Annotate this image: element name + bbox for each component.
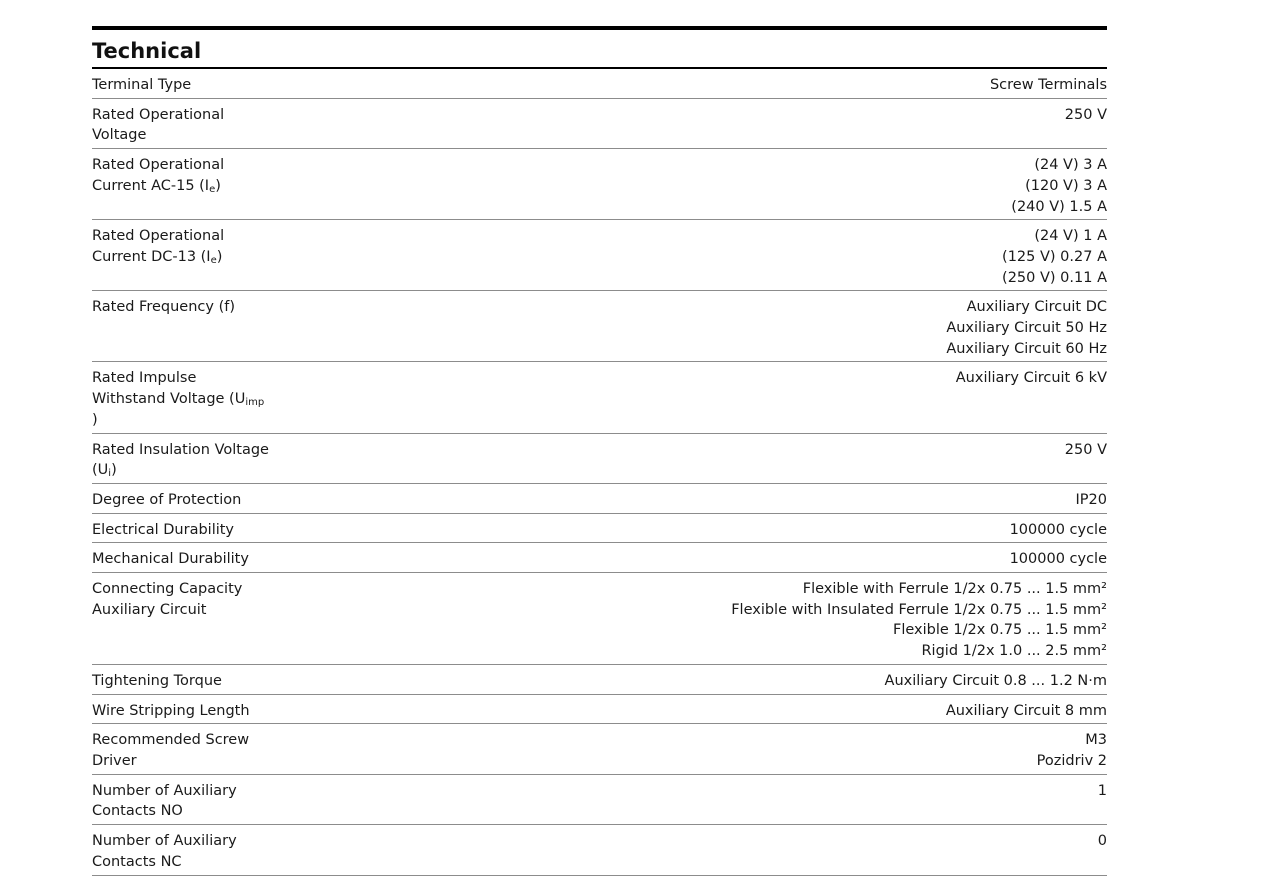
spec-value: IP20 (1075, 491, 1107, 508)
spec-value: Flexible 1/2x 0.75 ... 1.5 mm² (893, 622, 1107, 639)
spec-values (297, 520, 1107, 541)
spec-value: Auxiliary Circuit 6 kV (955, 370, 1107, 387)
spec-value: (250 V) 0.11 A (1002, 269, 1107, 286)
spec-values (297, 549, 1107, 570)
spec-value: Flexible with Insulated Ferrule 1/2x 0.75 ... 1.5 mm² (731, 601, 1107, 618)
spec-row-aux-contacts-nc (92, 825, 1107, 875)
spec-value: Flexible with Ferrule 1/2x 0.75 ... 1.5 mm² (802, 581, 1107, 598)
spec-label: Tightening Torque (92, 672, 222, 689)
spec-label: Recommended Screw Driver (92, 732, 250, 769)
spec-values (297, 781, 1107, 822)
spec-label: Rated Insulation Voltage $(U_i)$ (92, 441, 269, 480)
spec-row-aux-contacts-no (92, 775, 1107, 825)
spec-value: (120 V) 3 A (1025, 177, 1107, 194)
spec-values (297, 579, 1107, 662)
spec-value: M3 (1085, 732, 1107, 749)
spec-value: 250 V (1064, 106, 1107, 123)
section-title: Technical (92, 39, 202, 63)
spec-label: Rated Impulse Withstand Voltage ($U_{imp}$ ) (92, 370, 265, 428)
spec-label: Rated Frequency (f) (92, 299, 235, 316)
spec-values (297, 226, 1107, 288)
spec-label: Number of Auxiliary Contacts NC (92, 833, 237, 870)
spec-values (297, 831, 1107, 872)
spec-row-connecting-capacity (92, 573, 1107, 665)
spec-value: Screw Terminals (989, 77, 1107, 93)
spec-row-recommended-screw-driver (92, 724, 1107, 774)
spec-value: Auxiliary Circuit DC (966, 299, 1107, 316)
spec-value: 1 (1097, 782, 1107, 799)
spec-values (297, 440, 1107, 481)
spec-row-rated-operational-current-ac15 (92, 149, 1107, 220)
spec-row-rated-frequency (92, 291, 1107, 362)
spec-value: (125 V) 0.27 A (1002, 248, 1107, 265)
spec-value: Auxiliary Circuit 8 mm (945, 702, 1107, 719)
spec-value: Auxiliary Circuit 0.8 ... 1.2 N·m (884, 672, 1107, 689)
spec-label: Degree of Protection (92, 491, 242, 508)
spec-value: Auxiliary Circuit 60 Hz (946, 340, 1107, 357)
spec-value: Rigid 1/2x 1.0 ... 2.5 mm² (921, 643, 1107, 660)
spec-label: Rated Operational Voltage (92, 106, 225, 144)
spec-values (297, 105, 1107, 146)
spec-value: 100000 cycle (1009, 521, 1107, 538)
spec-row-wire-stripping-length (92, 695, 1107, 725)
spec-label: Electrical Durability (92, 521, 235, 538)
spec-values (297, 701, 1107, 722)
spec-values (297, 490, 1107, 511)
spec-values (297, 155, 1107, 217)
spec-label: Terminal Type (92, 77, 192, 93)
spec-label: Wire Stripping Length (92, 702, 250, 719)
spec-row-rated-operational-voltage (92, 99, 1107, 149)
spec-row-rated-insulation-voltage (92, 434, 1107, 484)
spec-label: Number of Auxiliary Contacts NO (92, 782, 237, 820)
spec-label: Rated Operational Current AC-15 $(I_e)$ (92, 157, 225, 195)
spec-value: Auxiliary Circuit 50 Hz (946, 320, 1107, 337)
spec-row-electrical-durability (92, 514, 1107, 544)
spec-value: (24 V) 3 A (1034, 157, 1107, 174)
spec-row-rated-operational-current-dc13 (92, 220, 1107, 291)
spec-value: 100000 cycle (1009, 551, 1107, 568)
spec-row-degree-of-protection (92, 484, 1107, 514)
spec-label: Rated Operational Current DC-13 $(I_e)$ (92, 228, 225, 266)
spec-values (297, 75, 1107, 96)
spec-label: Connecting Capacity Auxiliary Circuit (92, 581, 243, 618)
spec-value: Pozidriv 2 (1036, 752, 1107, 769)
spec-values (297, 730, 1107, 771)
spec-values (297, 671, 1107, 692)
spec-value: (240 V) 1.5 A (1011, 198, 1107, 215)
spec-value: 250 V (1064, 441, 1107, 458)
spec-values (297, 368, 1107, 430)
spec-row-mechanical-durability (92, 543, 1107, 573)
spec-row-terminal-type (92, 69, 1107, 99)
technical-spec-sheet (92, 26, 1107, 876)
spec-values (297, 297, 1107, 359)
spec-row-tightening-torque (92, 665, 1107, 695)
spec-row-rated-impulse-withstand-voltage (92, 362, 1107, 433)
spec-label: Mechanical Durability (92, 551, 249, 568)
spec-table (92, 69, 1107, 876)
spec-value: (24 V) 1 A (1034, 228, 1107, 245)
spec-value: 0 (1097, 833, 1107, 850)
